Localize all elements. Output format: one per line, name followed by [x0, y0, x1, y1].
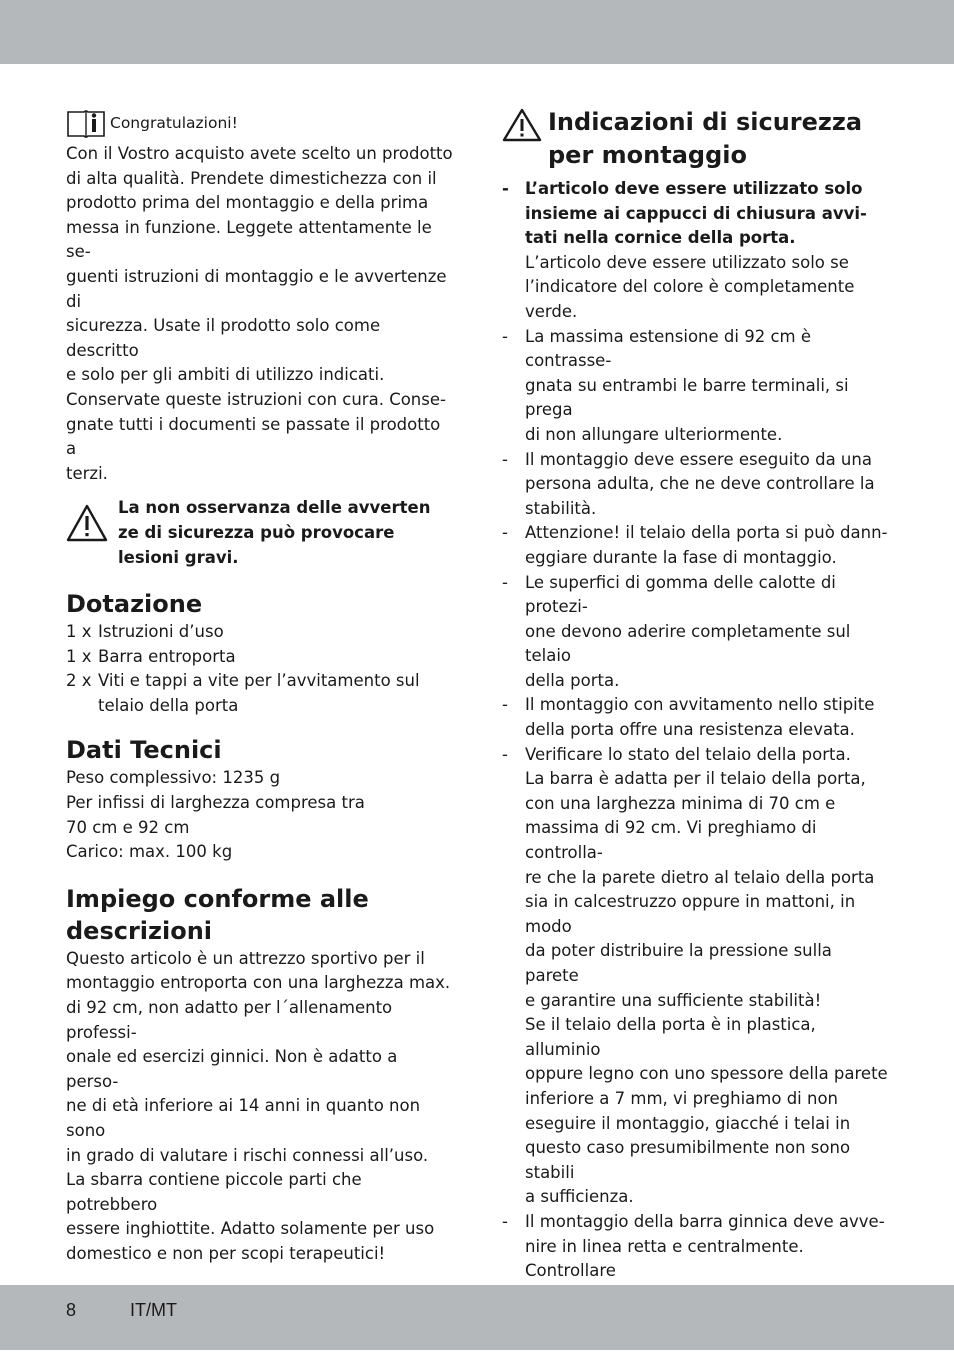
list-item: 1 x Barra entroporta: [66, 646, 236, 666]
list-item: - Attenzione! il telaio della porta si può dann- eggiare durante la fase di montaggio.: [502, 523, 888, 567]
list-item: - Le superfici di gomma delle calotte di protezi- one devono aderire completamente sul telaio della porta.: [502, 572, 851, 690]
list-item: - Verificare lo stato del telaio della porta. La barra è adatta per il telaio della porta, con una larghezza minima di 70 cm e massima di 92 cm. Vi preghiamo di controlla- re che la parete dietro al telaio della porta sia in calcestruzzo oppure in mattoni, in modo da poter distribuire la pressione sulla parete e garantire una sufficiente stabilità! Se il telaio della porta è in plastica, alluminio oppure legno con uno spessore della parete inferiore a 7 mm, vi preghiamo di non eseguire il montaggio, giacché i telai in questo caso presumibilmente non sono stabili a sufficienza.: [502, 744, 888, 1207]
list-item: 1 x Istruzioni d’uso: [66, 622, 224, 642]
safety-heading: Indicazioni di sicurezza per montaggio: [548, 108, 863, 169]
congratulations-label: Congratulazioni!: [110, 113, 238, 132]
list-item: - La massima estensione di 92 cm è contrasse- gnata su entrambi le barre terminali, si prega di non allungare ulteriormente.: [502, 326, 849, 444]
left-column: [66, 104, 454, 1267]
impiego-heading: Impiego conforme alle descrizioni: [66, 884, 369, 945]
congratulations-row: [66, 104, 454, 142]
dotazione-list: [66, 620, 454, 718]
safety-heading-row: [502, 106, 890, 172]
dati-tecnici-text: Peso complessivo: 1235 g Per infissi di larghezza compresa tra 70 cm e 92 cm Carico: max. 100 kg: [66, 768, 365, 862]
dati-tecnici-heading: Dati Tecnici: [66, 736, 222, 765]
impiego-text: Questo articolo è un attrezzo sportivo per il montaggio entroporta con una larghezza max. di 92 cm, non adatto per l´allenamento professi- onale ed esercizi ginnici. Non è adatto a perso- ne di età inferiore ai 14 anni in quanto non sono in grado di valutare i rischi connessi all’uso. La sbarra contiene piccole parti che potrebbero essere inghiottite. Adatto solamente per uso domestico e non per scopi terapeutici!: [66, 948, 451, 1263]
list-item: - Il montaggio deve essere eseguito da una persona adulta, che ne deve controllare la stabilità.: [502, 449, 875, 518]
list-item: - Il montaggio della barra ginnica deve avve- nire in linea retta e centralmente. Controllare: [502, 1211, 885, 1281]
warning-triangle-icon: [66, 504, 108, 542]
language-code: IT/MT: [130, 1300, 177, 1320]
list-item: - Il montaggio con avvitamento nello stipite della porta offre una resistenza elevata.: [502, 695, 875, 740]
header-band: [0, 0, 954, 64]
warning-triangle-icon: [502, 108, 542, 142]
list-item: - L’articolo deve essere utilizzato solo insieme ai cappucci di chiusura avvi- tati nella cornice della porta. L’articolo deve essere utilizzato solo se l’indicatore del colore è completamente verde.: [502, 179, 867, 321]
page-number: 8: [66, 1300, 77, 1320]
injury-warning-text: La non osservanza delle avverten ze di sicurezza può provocare lesioni gravi.: [118, 498, 431, 567]
intro-paragraph: Con il Vostro acquisto avete scelto un prodotto di alta qualità. Prendete dimestichezza con il prodotto prima del montaggio e della prima messa in funzione. Leggete attentamente le se- guenti istruzioni di montaggio e le avvertenze di sicurezza. Usate il prodotto solo come descritto e solo per gli ambiti di utilizzo indicati. Conservate queste istruzioni con cura. Conse- gnate tutti i documenti se passate il prodotto a terzi.: [66, 144, 453, 483]
right-column: [502, 104, 890, 1358]
injury-warning: [66, 496, 454, 570]
list-item: 2 x Viti e tappi a vite per l’avvitamento sul telaio della porta: [66, 671, 420, 715]
info-book-icon: [66, 108, 106, 138]
dotazione-heading: Dotazione: [66, 590, 203, 619]
